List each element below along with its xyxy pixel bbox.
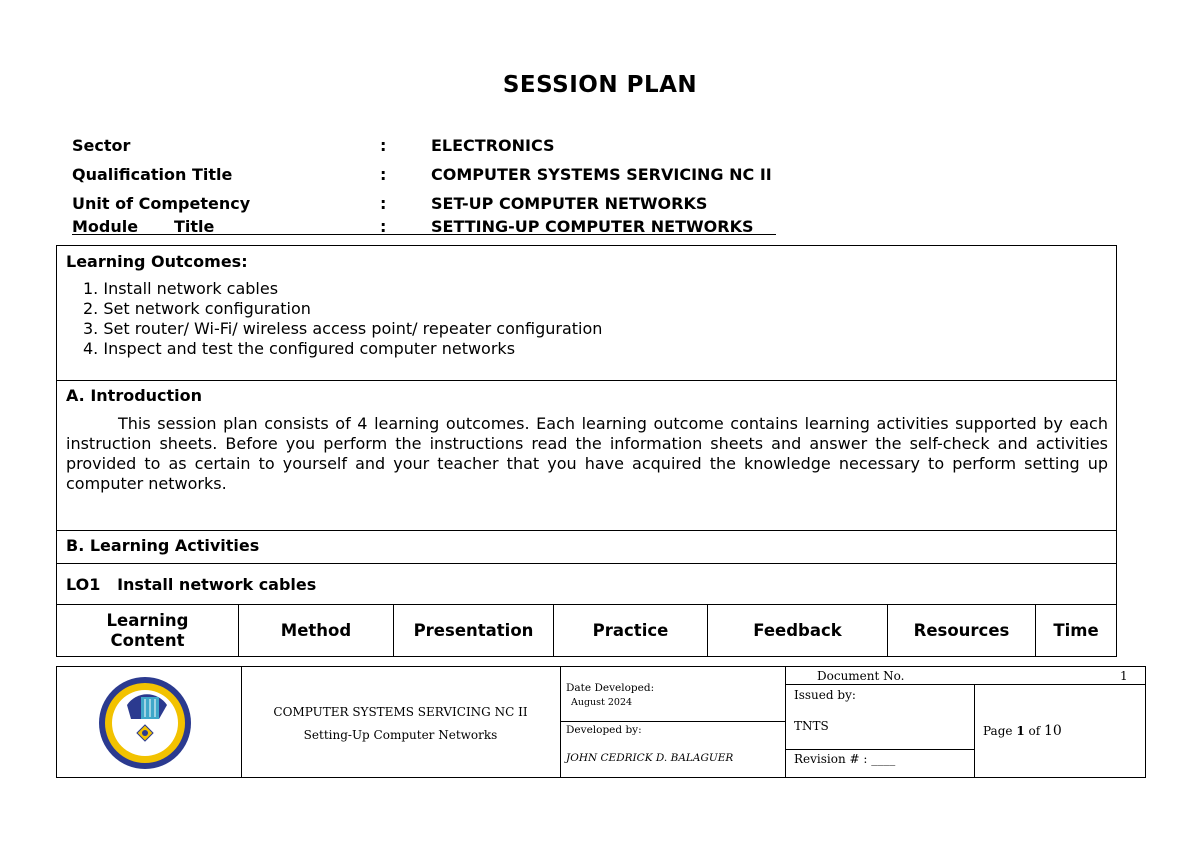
introduction-box (56, 380, 1117, 531)
list-item: 2. Set network configuration (83, 299, 311, 318)
th-feedback: Feedback (708, 605, 888, 657)
developer-name: JOHN CEDRICK D. BALAGUER (566, 752, 734, 764)
colon: : (380, 136, 387, 155)
learning-activities-heading: B. Learning Activities (66, 536, 260, 555)
colon: : (380, 217, 387, 236)
footer-qualification: COMPUTER SYSTEMS SERVICING NC II (273, 705, 528, 719)
th-resources: Resources (888, 605, 1036, 657)
learning-outcomes-heading: Learning Outcomes: (66, 252, 248, 271)
colon: : (380, 194, 387, 213)
unit-value: SET-UP COMPUTER NETWORKS (431, 194, 708, 213)
qualification-label: Qualification Title (72, 165, 233, 184)
document-no-value: 1 (1120, 669, 1128, 683)
th-learning-content-line2: Content (110, 631, 185, 650)
page-of: of (1028, 724, 1041, 738)
sector-value: ELECTRONICS (431, 136, 555, 155)
unit-label: Unit of Competency (72, 194, 251, 213)
document-no-label: Document No. (817, 669, 905, 683)
module-underline (72, 234, 776, 235)
introduction-heading: A. Introduction (66, 386, 203, 405)
issuer-name: TNTS (794, 719, 829, 733)
developed-by-label: Developed by: (566, 724, 642, 736)
module-label-1: Module (72, 217, 139, 236)
th-learning-content (57, 605, 239, 657)
date-developed-label: Date Developed: (566, 682, 655, 694)
tesda-logo (97, 675, 193, 771)
sector-label: Sector (72, 136, 131, 155)
th-learning-content-line1: Learning (106, 611, 189, 630)
page-current: 1 (1016, 724, 1025, 738)
colon: : (380, 165, 387, 184)
document-footer (56, 666, 1146, 778)
list-item: 1. Install network cables (83, 279, 279, 298)
issued-by-label: Issued by: (794, 688, 856, 702)
learning-activities-box (56, 530, 1117, 564)
list-item: 4. Inspect and test the configured computer networks (83, 339, 516, 358)
page-total: 10 (1044, 723, 1062, 739)
activities-table-header (56, 604, 1117, 657)
page-title: SESSION PLAN (502, 72, 698, 98)
module-value: SETTING-UP COMPUTER NETWORKS (431, 217, 754, 236)
page-label: Page (983, 724, 1013, 738)
introduction-text: This session plan consists of 4 learning outcomes. Each learning outcome contains learning activities supported by each instruction sheets. Before you perform the instructions read the information sheets and answer the self-check and activities provided to as certain to yourself and your teacher that you have acquired the knowledge necessary to perform setting up computer networks. (66, 414, 1108, 493)
lo1-heading: LO1 Install network cables (66, 575, 317, 594)
footer-module: Setting-Up Computer Networks (303, 728, 498, 742)
date-developed-value: August 2024 (571, 697, 633, 708)
learning-outcomes-list (83, 279, 602, 359)
page-number (983, 723, 1062, 739)
th-presentation: Presentation (394, 605, 554, 657)
seal-icon (97, 675, 193, 771)
lo1-box (56, 563, 1117, 605)
th-method: Method (239, 605, 394, 657)
th-practice: Practice (554, 605, 708, 657)
module-label-2: Title (174, 217, 215, 236)
learning-outcomes-box (56, 245, 1117, 381)
th-time: Time (1053, 621, 1099, 640)
qualification-value: COMPUTER SYSTEMS SERVICING NC II (431, 165, 772, 184)
list-item: 3. Set router/ Wi-Fi/ wireless access point/ repeater configuration (83, 319, 603, 338)
revision-number: Revision # : ____ (794, 752, 896, 766)
